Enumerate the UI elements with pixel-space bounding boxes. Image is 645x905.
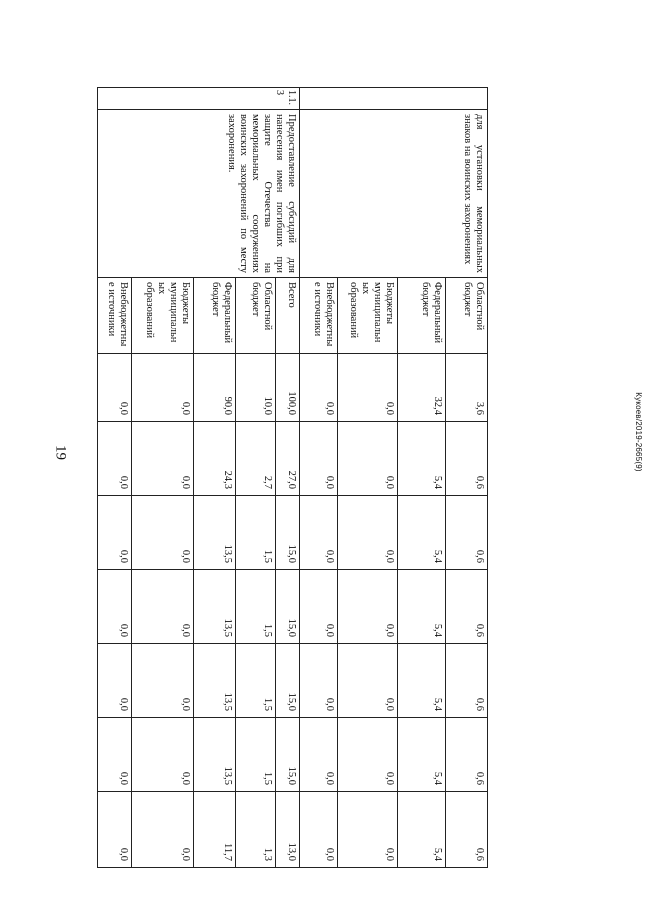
value-year-cell: 1,5 [236,496,276,570]
value-year-cell: 0,0 [300,570,338,644]
value-year-cell: 0,0 [132,422,194,496]
row-description-cell: Предоставление субсидий для нанесения имен погибших при защите Отечества на мемориальных сооружениях воинских захоронений по месту захоронения. [98,110,300,278]
value-year-cell: 15,0 [276,718,300,792]
value-year-cell: 0,6 [446,570,488,644]
row-description-cell: для установки мемориальных знаков на воинских захоронениях [300,110,488,278]
funding-source-cell: Федеральный бюджет [194,278,236,354]
table-row [446,88,488,868]
value-year-cell: 5,4 [398,422,446,496]
value-year-cell: 13,0 [276,792,300,868]
value-year-cell: 1,5 [236,718,276,792]
value-total-cell: 0,0 [338,354,398,422]
funding-source-cell: Бюджеты муниципальных образований [132,278,194,354]
value-year-cell: 5,4 [398,496,446,570]
value-year-cell: 2,7 [236,422,276,496]
value-year-cell: 0,0 [338,496,398,570]
funding-source-cell: Областной бюджет [236,278,276,354]
value-year-cell: 0,0 [300,718,338,792]
value-year-cell: 0,0 [338,792,398,868]
value-year-cell: 1,3 [236,792,276,868]
value-year-cell: 0,0 [98,422,132,496]
funding-source-cell: Областной бюджет [446,278,488,354]
value-year-cell: 0,0 [300,644,338,718]
table-row [276,88,300,868]
funding-source-cell: Бюджеты муниципальных образований [338,278,398,354]
value-year-cell: 0,6 [446,644,488,718]
value-total-cell: 100,0 [276,354,300,422]
funding-source-cell: Внебюджетные источники [98,278,132,354]
value-year-cell: 15,0 [276,644,300,718]
funding-source-cell: Федеральный бюджет [398,278,446,354]
row-code-cell [300,88,488,110]
value-year-cell: 0,6 [446,496,488,570]
value-year-cell: 0,0 [132,496,194,570]
value-year-cell: 0,0 [132,570,194,644]
value-year-cell: 11,7 [194,792,236,868]
value-year-cell: 13,5 [194,570,236,644]
value-total-cell: 3,6 [446,354,488,422]
value-total-cell: 0,0 [300,354,338,422]
funding-source-cell: Всего [276,278,300,354]
row-code-cell: 1.1.3 [98,88,300,110]
value-year-cell: 13,5 [194,644,236,718]
value-year-cell: 1,5 [236,570,276,644]
value-year-cell: 5,4 [398,570,446,644]
value-year-cell: 5,4 [398,718,446,792]
value-total-cell: 0,0 [98,354,132,422]
funding-source-cell: Внебюджетные источники [300,278,338,354]
value-total-cell: 90,0 [194,354,236,422]
value-year-cell: 0,6 [446,422,488,496]
page-number: 19 [52,445,69,460]
value-year-cell: 0,0 [98,644,132,718]
value-year-cell: 0,0 [338,422,398,496]
value-year-cell: 0,0 [338,644,398,718]
value-year-cell: 0,0 [300,422,338,496]
value-year-cell: 0,0 [338,718,398,792]
value-year-cell: 0,0 [132,644,194,718]
value-year-cell: 27,0 [276,422,300,496]
value-year-cell: 24,3 [194,422,236,496]
value-year-cell: 0,0 [98,718,132,792]
value-year-cell: 15,0 [276,496,300,570]
document-reference-note: Кукоев/2019-2665(9) [634,392,643,472]
value-year-cell: 0,0 [338,570,398,644]
value-total-cell: 32,4 [398,354,446,422]
value-year-cell: 0,6 [446,792,488,868]
value-year-cell: 15,0 [276,570,300,644]
value-year-cell: 0,0 [132,792,194,868]
value-year-cell: 1,5 [236,644,276,718]
value-year-cell: 13,5 [194,496,236,570]
value-year-cell: 0,0 [300,496,338,570]
value-year-cell: 0,6 [446,718,488,792]
value-total-cell: 0,0 [132,354,194,422]
value-year-cell: 0,0 [300,792,338,868]
value-total-cell: 10,0 [236,354,276,422]
value-year-cell: 0,0 [98,496,132,570]
value-year-cell: 13,5 [194,718,236,792]
value-year-cell: 5,4 [398,792,446,868]
value-year-cell: 0,0 [98,792,132,868]
rotated-table-wrapper [98,87,488,867]
value-year-cell: 0,0 [132,718,194,792]
financing-table [97,87,488,868]
value-year-cell: 5,4 [398,644,446,718]
value-year-cell: 0,0 [98,570,132,644]
